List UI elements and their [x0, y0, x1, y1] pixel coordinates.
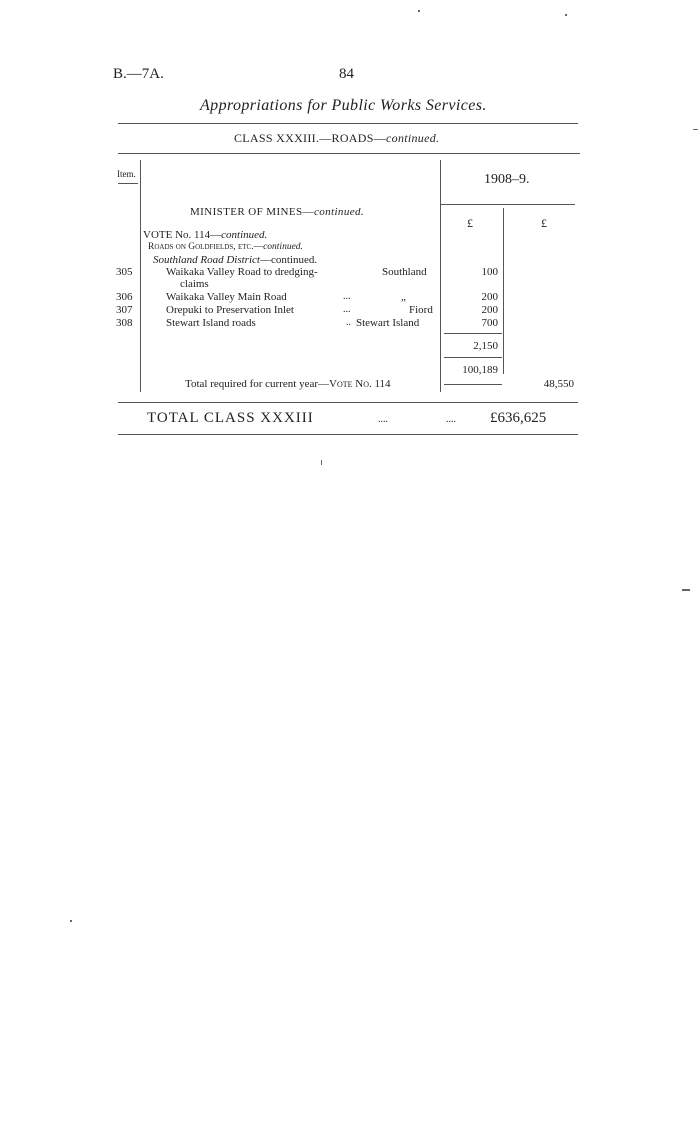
district-heading [153, 254, 317, 266]
vote-total-amount-a: 100,189 [462, 364, 498, 376]
row-description: Waikaka Valley Road to dredging- [166, 266, 318, 278]
row-description: Orepuki to Preservation Inlet [166, 304, 294, 316]
rule-table-bottom [118, 402, 578, 403]
row-item-number: 308 [116, 317, 133, 329]
class-heading-main: CLASS XXXIII.—ROADS— [234, 131, 387, 145]
rule-table-top [118, 153, 580, 154]
vote-heading-main: VOTE No. 114— [143, 229, 222, 241]
scan-speck [682, 589, 690, 591]
row-district: Southland [382, 266, 427, 278]
grand-total-amount: £636,625 [490, 410, 547, 426]
row-description: Waikaka Valley Main Road [166, 291, 287, 303]
scan-speck [418, 10, 420, 12]
subtotal-rule [444, 333, 502, 334]
scan-speck [321, 460, 322, 465]
roads-heading-main: Roads on Goldfields, etc.— [148, 242, 264, 252]
district-heading-main: Southland Road District [153, 254, 260, 266]
row-description-continuation: claims [180, 278, 209, 290]
subtotal-amount: 2,150 [473, 340, 498, 352]
roads-heading [148, 242, 303, 252]
row-description: Stewart Island roads [166, 317, 256, 329]
year-header: 1908–9. [484, 172, 530, 187]
row-amount: 200 [481, 304, 498, 316]
subtotal-rule-below [444, 357, 502, 358]
scan-speck [565, 14, 567, 16]
row-district: Fiord [409, 304, 433, 316]
rule-amount-column [503, 208, 504, 374]
col-b-unit: £ [541, 216, 547, 230]
page-reference: B.—7A. [113, 66, 164, 82]
row-amount: 100 [481, 266, 498, 278]
vote-heading-cont: continued. [221, 229, 268, 241]
row-amount: 200 [481, 291, 498, 303]
district-heading-cont: —continued. [259, 254, 318, 266]
grand-total-label: TOTAL CLASS XXXIII [147, 410, 314, 426]
rule-bottom [118, 434, 578, 435]
item-column-header: Item. [117, 169, 136, 179]
vote-total-amount-b: 48,550 [543, 378, 574, 390]
minister-heading [190, 206, 364, 218]
minister-heading-main: MINISTER OF MINES— [190, 206, 314, 218]
roads-heading-cont: continued. [263, 242, 303, 252]
grand-total-dots-2: .... [446, 414, 456, 425]
rule-top [118, 123, 578, 124]
row-leader-dots: ... [343, 291, 351, 302]
grand-total-dots-1: .... [378, 414, 388, 425]
rule-item-column [140, 160, 141, 392]
row-district: Stewart Island [356, 317, 420, 329]
row-district: „ [401, 291, 406, 303]
row-leader-dots: ... [343, 304, 351, 315]
class-heading-cont: continued. [386, 131, 440, 145]
item-header-underline [118, 183, 138, 184]
row-item-number: 307 [116, 304, 133, 316]
row-leader-dots: .. [346, 317, 351, 328]
total-required-label-main: Total required for current year— [185, 378, 329, 390]
scan-speck [693, 129, 698, 130]
scan-speck [70, 920, 72, 922]
vote-heading [143, 229, 267, 241]
vote-total-dash [444, 384, 502, 385]
rule-desc-column [440, 160, 441, 392]
col-a-unit: £ [467, 216, 473, 230]
page-title: Appropriations for Public Works Services. [200, 97, 487, 114]
row-amount: 700 [481, 317, 498, 329]
class-heading [234, 131, 439, 146]
total-required-label-vote: Vote No. 114 [329, 378, 391, 390]
row-item-number: 305 [116, 266, 133, 278]
page-number: 84 [339, 66, 354, 82]
minister-heading-cont: continued. [313, 206, 365, 218]
row-item-number: 306 [116, 291, 133, 303]
total-required-label [185, 378, 391, 390]
year-header-rule [441, 204, 575, 205]
